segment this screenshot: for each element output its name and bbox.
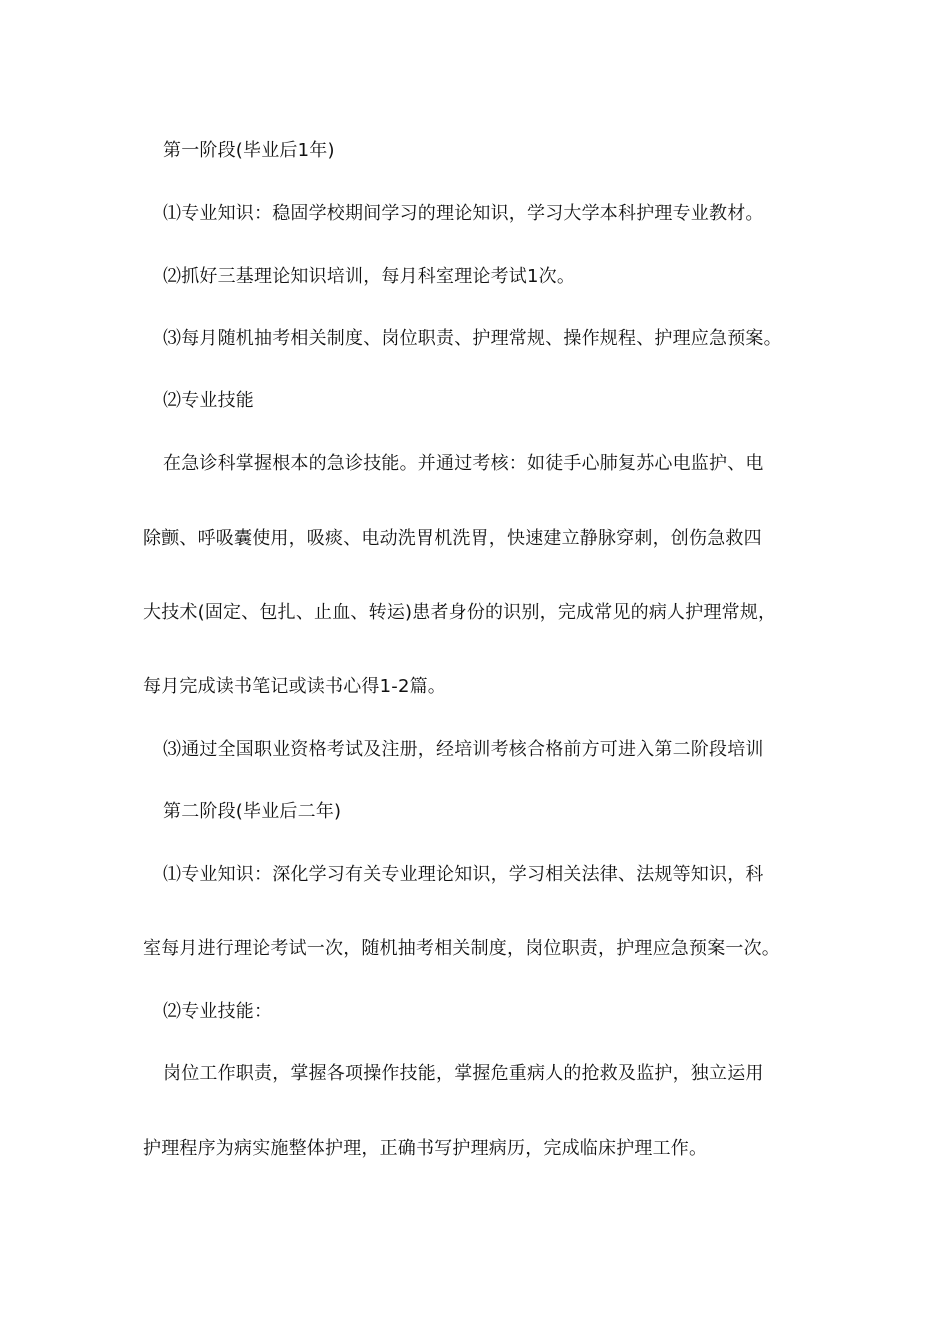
paragraph-line: 岗位工作职责，掌握各项操作技能，掌握危重病人的抢救及监护，独立运用 (163, 1063, 764, 1084)
section-heading-stage-1: 第一阶段(毕业后1年) (163, 140, 335, 161)
paragraph-line: ⑴专业知识：深化学习有关专业理论知识，学习相关法律、法规等知识，科 (163, 864, 764, 885)
paragraph-line: ⑶通过全国职业资格考试及注册，经培训考核合格前方可进入第二阶段培训 (163, 739, 764, 760)
paragraph-line: 大技术(固定、包扎、止血、转运)患者身份的识别，完成常见的病人护理常规， (143, 602, 777, 623)
paragraph-line: ⑵抓好三基理论知识培训，每月科室理论考试1次。 (163, 266, 576, 287)
subheading-line: ⑵专业技能 (163, 390, 254, 411)
paragraph-line: 在急诊科掌握根本的急诊技能。并通过考核：如徒手心肺复苏心电监护、电 (163, 453, 764, 474)
section-heading-stage-2: 第二阶段(毕业后二年) (163, 801, 342, 822)
paragraph-line: 室每月进行理论考试一次，随机抽考相关制度，岗位职责，护理应急预案一次。 (143, 938, 780, 959)
paragraph-line: ⑶每月随机抽考相关制度、岗位职责、护理常规、操作规程、护理应急预案。 (163, 328, 782, 349)
paragraph-line: ⑴专业知识：稳固学校期间学习的理论知识，学习大学本科护理专业教材。 (163, 203, 764, 224)
subheading-line: ⑵专业技能： (163, 1001, 273, 1022)
paragraph-line: 护理程序为病实施整体护理，正确书写护理病历，完成临床护理工作。 (143, 1138, 708, 1159)
paragraph-line: 除颤、呼吸囊使用，吸痰、电动洗胃机洗胃，快速建立静脉穿刺，创伤急救四 (143, 528, 762, 549)
paragraph-line: 每月完成读书笔记或读书心得1-2篇。 (143, 676, 446, 697)
